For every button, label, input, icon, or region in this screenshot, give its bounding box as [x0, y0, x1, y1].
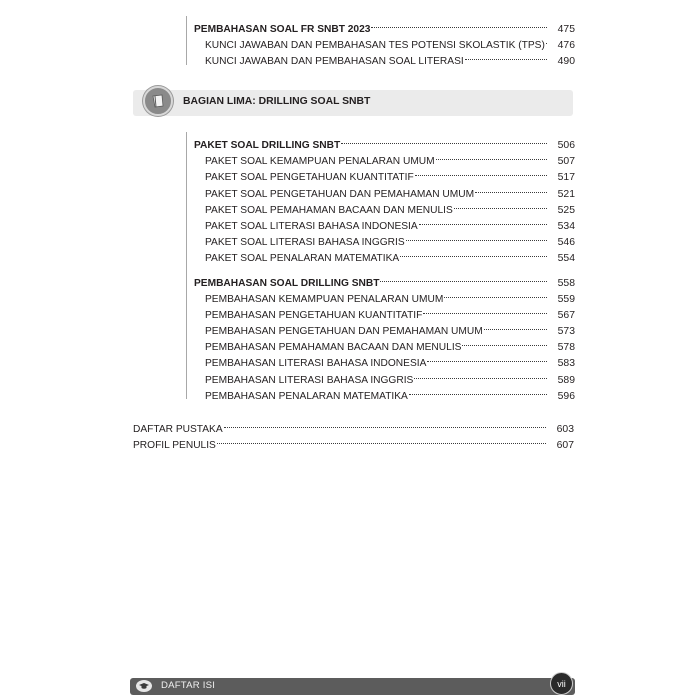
leader-dots: [423, 302, 547, 318]
toc-page-number: 567: [557, 309, 575, 321]
toc-page-number: 517: [557, 172, 575, 184]
toc-block-part2: [186, 132, 575, 402]
toc-item[interactable]: [187, 213, 575, 232]
toc-back-matter: [133, 416, 574, 452]
toc-item[interactable]: [187, 181, 575, 200]
notebook-icon: [150, 93, 166, 109]
toc-item[interactable]: [187, 302, 575, 321]
toc-heading[interactable]: [187, 16, 575, 35]
toc-item[interactable]: [187, 367, 575, 386]
toc-page-number: 583: [557, 358, 575, 370]
toc-item[interactable]: [187, 318, 575, 338]
toc-heading[interactable]: [187, 270, 575, 289]
toc-item[interactable]: [187, 245, 575, 265]
toc-item-label: PEMBAHASAN LITERASI BAHASA INDONESIA: [205, 358, 427, 370]
toc-page-number: 559: [557, 293, 575, 305]
toc-item-label: PEMBAHASAN PENGETAHUAN KUANTITATIF: [205, 309, 423, 321]
toc-page-number: 589: [557, 374, 575, 386]
leader-dots: [341, 132, 547, 148]
toc-page-number: 490: [557, 56, 575, 68]
toc-item-label: PEMBAHASAN PENALARAN MATEMATIKA: [205, 390, 408, 402]
toc-item[interactable]: [187, 148, 575, 168]
leader-dots: [409, 383, 547, 399]
toc-page-number: 578: [557, 342, 575, 354]
leader-dots: [371, 16, 547, 32]
toc-page-number: 475: [557, 24, 575, 35]
leader-dots: [454, 197, 547, 213]
toc-item-label: PEMBAHASAN LITERASI BAHASA INGGRIS: [205, 374, 414, 386]
toc-item[interactable]: [187, 334, 575, 354]
leader-dots: [436, 148, 547, 164]
toc-page-number: 506: [557, 140, 575, 151]
leader-dots: [484, 318, 547, 334]
toc-item-label: PAKET SOAL LITERASI BAHASA INGGRIS: [205, 237, 405, 249]
graduation-cap-icon: [136, 680, 152, 692]
toc-item[interactable]: [187, 229, 575, 249]
toc-item-label: PEMBAHASAN PENGETAHUAN DAN PEMAHAMAN UMUM: [205, 326, 483, 338]
toc-item-label: PEMBAHASAN PEMAHAMAN BACAAN DAN MENULIS: [205, 342, 462, 354]
leader-dots: [444, 286, 547, 302]
toc-item-label: DAFTAR PUSTAKA: [133, 424, 223, 435]
toc-page-number: 607: [556, 440, 574, 452]
toc-page-number: 558: [557, 277, 575, 289]
toc-page-number: 521: [557, 188, 575, 200]
leader-dots: [217, 432, 546, 448]
toc-item-label: PAKET SOAL KEMAMPUAN PENALARAN UMUM: [205, 156, 435, 168]
toc-page-number: 534: [557, 220, 575, 232]
leader-dots: [427, 350, 547, 366]
leader-dots: [415, 164, 547, 180]
toc-item-bibliography[interactable]: [133, 416, 574, 435]
leader-dots: [380, 270, 547, 286]
toc-item-label: KUNCI JAWABAN DAN PEMBAHASAN TES POTENSI SKOLASTIK (TPS): [205, 40, 545, 52]
toc-heading-label: PEMBAHASAN SOAL DRILLING SNBT: [194, 277, 380, 289]
leader-dots: [475, 181, 547, 197]
toc-item[interactable]: [187, 350, 575, 370]
footer-page-number: vii: [550, 672, 573, 695]
toc-heading-label: PAKET SOAL DRILLING SNBT: [194, 140, 341, 151]
toc-item[interactable]: [187, 164, 575, 184]
toc-item-label: KUNCI JAWABAN DAN PEMBAHASAN SOAL LITERASI: [205, 56, 464, 68]
toc-item-label: PAKET SOAL LITERASI BAHASA INDONESIA: [205, 220, 418, 232]
toc-page-number: 476: [557, 40, 575, 52]
leader-dots: [419, 213, 547, 229]
toc-page-number: 603: [556, 424, 574, 435]
leader-dots: [546, 32, 547, 48]
toc-heading-label: PEMBAHASAN SOAL FR SNBT 2023: [194, 24, 371, 35]
leader-dots: [224, 416, 546, 432]
toc-item-label: PROFIL PENULIS: [133, 440, 216, 452]
toc-block-part1: [186, 16, 575, 68]
toc-item-label: PAKET SOAL PENALARAN MATEMATIKA: [205, 253, 400, 265]
toc-item[interactable]: [187, 48, 575, 68]
leader-dots: [406, 229, 547, 245]
notebook-badge-icon: [143, 86, 173, 116]
toc-page-number: 525: [557, 204, 575, 216]
toc-item[interactable]: [187, 32, 575, 52]
toc-item[interactable]: [187, 383, 575, 402]
toc-item-label: PAKET SOAL PENGETAHUAN KUANTITATIF: [205, 172, 414, 184]
toc-page-number: 573: [557, 326, 575, 338]
leader-dots: [414, 367, 547, 383]
leader-dots: [465, 48, 547, 64]
toc-item-label: PAKET SOAL PENGETAHUAN DAN PEMAHAMAN UMUM: [205, 188, 475, 200]
cap-glyph-icon: [138, 682, 150, 690]
toc-item[interactable]: [187, 197, 575, 216]
leader-dots: [400, 245, 547, 261]
section-title: BAGIAN LIMA: DRILLING SOAL SNBT: [183, 96, 371, 107]
footer-title: DAFTAR ISI: [161, 680, 216, 691]
toc-item-label: PAKET SOAL PEMAHAMAN BACAAN DAN MENULIS: [205, 204, 453, 216]
toc-item[interactable]: [187, 286, 575, 305]
leader-dots: [462, 334, 547, 350]
toc-page-number: 554: [557, 253, 575, 265]
toc-page-number: 507: [557, 156, 575, 168]
toc-item-author-profile[interactable]: [133, 432, 574, 452]
toc-heading[interactable]: [187, 132, 575, 151]
toc-item-label: PEMBAHASAN KEMAMPUAN PENALARAN UMUM: [205, 293, 444, 305]
toc-page-number: 596: [557, 390, 575, 402]
toc-page-number: 546: [557, 237, 575, 249]
